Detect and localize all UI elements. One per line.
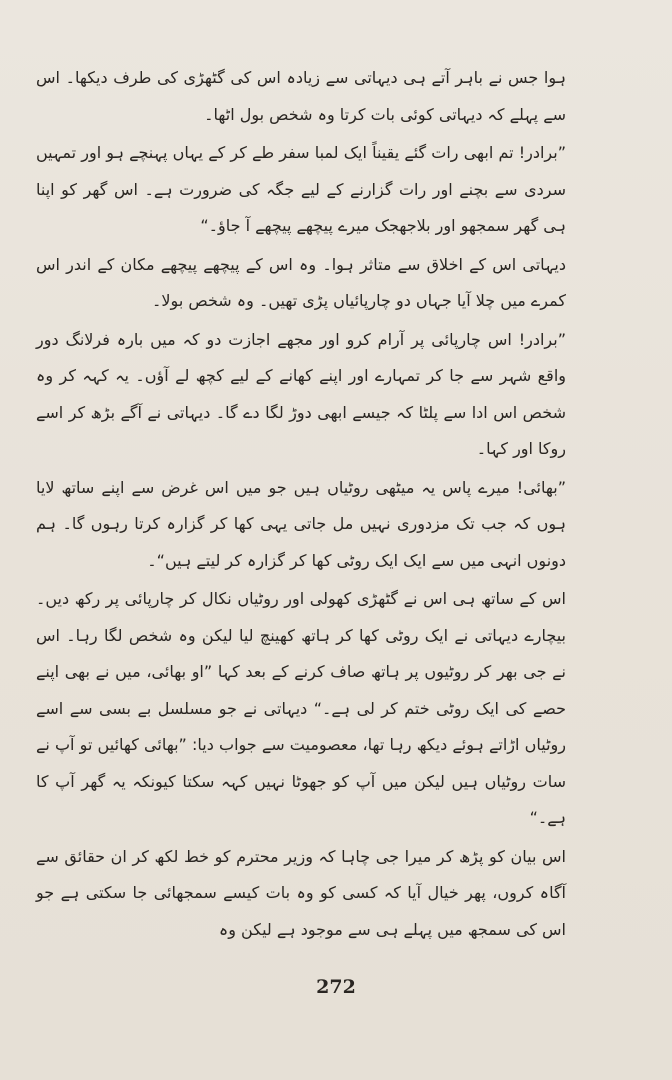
paragraph-2: ”برادر! تم ابھی رات گئے یقیناً ایک لمبا سفر طے کر کے یہاں پہنچے ہو اور تمہیں سردی سے بچنے اور رات گزارنے کے لیے جگہ کی ضرورت ہے۔ اس گھر کو اپنا ہی گھر سمجھو اور بلاجھجک میرے پیچھے پیچھے آ جاؤ۔“ bbox=[36, 143, 566, 235]
paragraph-3: دیہاتی اس کے اخلاق سے متاثر ہوا۔ وہ اس کے پیچھے پیچھے مکان کے اندر اس کمرے میں چلا آیا جہاں دو چارپائیاں پڑی تھیں۔ وہ شخص بولا۔ bbox=[36, 254, 566, 310]
paragraph-5: ”بھائی! میرے پاس یہ میٹھی روٹیاں ہیں جو میں اس غرض سے اپنے ساتھ لایا ہوں کہ جب تک مزدوری نہیں مل جاتی یہی کھا کر گزارہ کرتا رہوں گا۔ ہم دونوں انہی میں سے ایک ایک روٹی کھا کر گزارہ کر لیتے ہیں“۔ bbox=[36, 477, 566, 570]
page-number: 272 bbox=[316, 976, 356, 998]
paragraph-6: اس کے ساتھ ہی اس نے گٹھڑی کھولی اور روٹیاں نکال کر چارپائی پر رکھ دیں۔ بیچارے دیہاتی نے ایک روٹی کھا کر ہاتھ کھینچ لیا لیکن وہ شخص لگا رہا۔ اس نے جی بھر کر روٹیوں پر ہاتھ صاف کرنے کے بعد کہا ”او بھائی، میں نے بھی اپنے حصے کی ایک روٹی ختم کر لی ہے۔“ دیہاتی نے جو مسلسل بے بسی سے اسے روٹیاں اڑاتے ہوئے دیکھ رہا تھا، معصومیت سے جواب دیا: ”بھائی کھائیں تو آپ نے سات روٹیاں ہیں لیکن میں آپ کو جھوٹا نہیں کہہ سکتا کیونکہ یہ گھر آپ کا ہے۔“ bbox=[36, 589, 566, 827]
paragraph-7: اس بیان کو پڑھ کر میرا جی چاہا کہ وزیر محترم کو خط لکھ کر ان حقائق سے آگاہ کروں، پھر خیال آیا کہ کسی کو وہ بات کیسے سمجھائی جا سکتی ہے جو اس کی سمجھ میں پہلے ہی سے موجود ہے لیکن وہ bbox=[36, 846, 566, 939]
paragraph-4: ”برادر! اس چارپائی پر آرام کرو اور مجھے اجازت دو کہ میں بارہ فرلانگ دور واقع شہر سے جا کر تمہارے اور اپنے کھانے کے لیے کچھ لے آؤں۔ یہ کہہ کر وہ شخص اس ادا سے پلٹا کہ جیسے ابھی دوڑ لگا دے گا۔ دیہاتی نے آگے بڑھ کر اسے روکا اور کہا۔ bbox=[36, 329, 566, 458]
page-body-text bbox=[36, 60, 566, 950]
paragraph-1: ہوا جس نے باہر آتے ہی دیہاتی سے زیادہ اس کی گٹھڑی کی طرف دیکھا۔ اس سے پہلے کہ دیہاتی کوئی بات کرتا وہ شخص بول اٹھا۔ bbox=[36, 68, 566, 124]
